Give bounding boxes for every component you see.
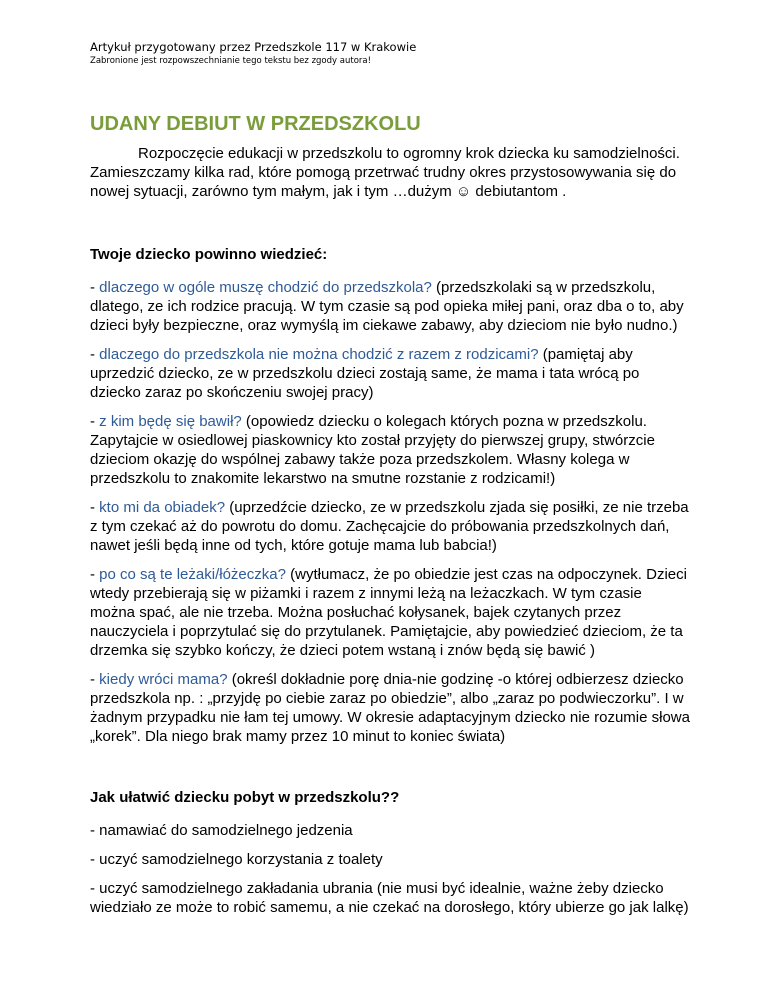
item-question: dlaczego w ogóle muszę chodzić do przedszkola? — [99, 279, 432, 296]
list-item: - uczyć samodzielnego zakładania ubrania (nie musi być idealnie, ważne żeby dziecko wiedziało ze może to robić samemu, a nie czekać na dorosłego, który ubierze go jak lalkę) — [90, 880, 689, 916]
item-question: po co są te leżaki/łóżeczka? — [99, 566, 286, 583]
item-question: kto mi da obiadek? — [99, 499, 226, 516]
item-answer: (pamiętaj aby uprzedzić dziecko, ze w przedszkolu dzieci zostają same, że mama i tata wrócą po dziecko zaraz po skończeniu swojej pracy) — [90, 346, 640, 401]
list-item — [90, 498, 690, 555]
list-item — [90, 278, 690, 335]
item-dash: - — [90, 671, 100, 688]
item-answer: (określ dokładnie porę dnia-nie godzinę -o której odbierzesz dziecko przedszkola np. : „przyjdę po ciebie zaraz po obiedzie”, albo „zaraz po podwieczorku”. I w żadnym przypadku nie łam tej umowy. W okresie adaptacyjnym dziecko nie rozumie słowa „korek”. Dla niego brak mamy przez 10 minut to koniec świata) — [90, 671, 690, 745]
article-title: UDANY DEBIUT W PRZEDSZKOLU — [90, 113, 421, 135]
item-dash: - — [90, 346, 100, 363]
header-publisher-line: Artykuł przygotowany przez Przedszkole 117 w Krakowie — [90, 40, 417, 54]
item-answer: (uprzedźcie dziecko, ze w przedszkolu zjada się posiłki, ze nie trzeba z tym czekać aż do powrotu do domu. Zachęcajcie do próbowania przedszkolnych dań, nawet jeśli będą inne od tych, które gotuje mama lub babcia!) — [90, 499, 689, 554]
item-dash: - — [90, 413, 100, 430]
list-item — [90, 670, 690, 746]
list-item: - namawiać do samodzielnego jedzenia — [90, 822, 353, 839]
intro-paragraph: Rozpoczęcie edukacji w przedszkolu to ogromny krok dziecka ku samodzielności. Zamieszczamy kilka rad, które pomogą przetrwać trudny okres przystosowywania się do nowej sytuacji, zarówno tym małym, jak i tym …dużym ☺ debiutantom . — [90, 145, 680, 200]
list-item — [90, 412, 690, 488]
header-copyright-notice: Zabronione jest rozpowszechnianie tego tekstu bez zgody autora! — [90, 56, 372, 66]
list-item — [90, 345, 690, 402]
section-heading-child-should-know: Twoje dziecko powinno wiedzieć: — [90, 246, 328, 263]
item-dash: - — [90, 566, 100, 583]
item-question: z kim będę się bawił? — [99, 413, 242, 430]
item-dash: - — [90, 499, 100, 516]
item-answer: (wytłumacz, że po obiedzie jest czas na odpoczynek. Dzieci wtedy przebierają się w piżamki i razem z innymi leżą na leżaczkach. W tym czasie można spać, ale nie trzeba. Można posłuchać kołysanek, bajek czytanych przez nauczyciela i poprzytulać się do przytulanek. Pamiętajcie, aby powiedzieć dzieciom, że ta drzemka się szybko kończy, że dzieci potem wstaną i znów będą się bawić ) — [90, 566, 687, 659]
section-heading-how-to-help: Jak ułatwić dziecku pobyt w przedszkolu?? — [90, 789, 400, 806]
item-question: dlaczego do przedszkola nie można chodzić z razem z rodzicami? — [99, 346, 539, 363]
item-question: kiedy wróci mama? — [99, 671, 228, 688]
list-item — [90, 565, 690, 660]
list-item: - uczyć samodzielnego korzystania z toalety — [90, 851, 383, 868]
document-page — [90, 40, 690, 917]
item-dash: - — [90, 279, 100, 296]
item-answer: (przedszkolaki są w przedszkolu, dlatego, ze ich rodzice pracują. W tym czasie są pod opieka miłej pani, oraz dba o to, aby dzieci były bezpieczne, oraz wymyślą im ciekawe zabawy, aby dzieciom nie było nudno.) — [90, 279, 684, 334]
item-answer: (opowiedz dziecku o kolegach których pozna w przedszkolu. Zapytajcie w osiedlowej piaskownicy kto został przyjęty do pierwszej grupy, stwórzcie dzieciom okazję do wspólnej zabawy także poza przedszkolem. Własny kolega w przedszkolu to znakomite lekarstwo na smutne rozstanie z rodzicami!) — [90, 413, 655, 487]
